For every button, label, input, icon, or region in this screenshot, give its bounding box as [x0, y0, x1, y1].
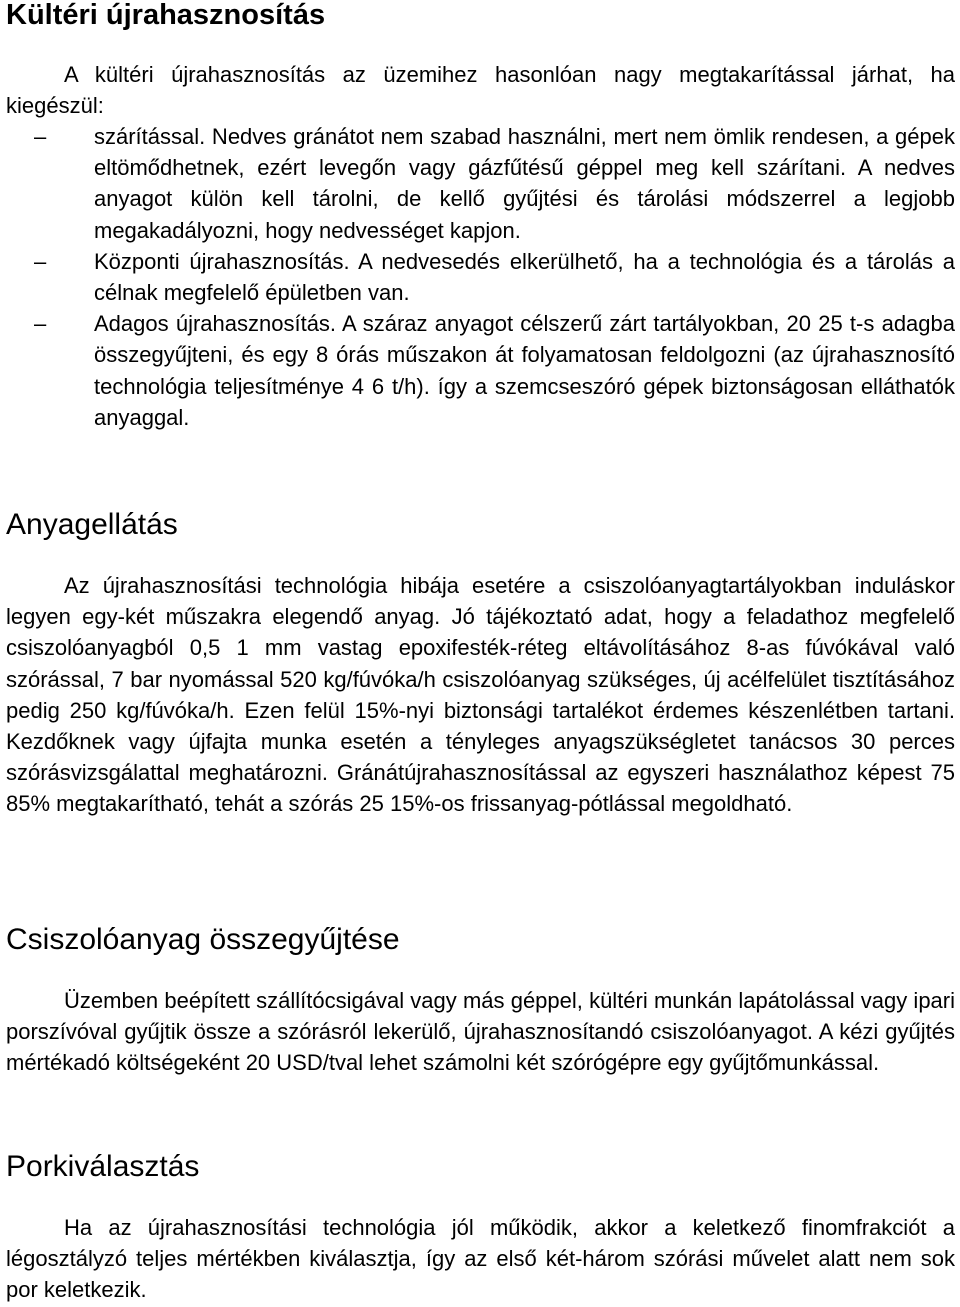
section-heading-anyagellatas: Anyagellátás [6, 508, 178, 541]
list-dash-marker: – [34, 124, 47, 149]
list-item-text: Adagos újrahasznosítás. A száraz anyagot célszerű zárt tartályokban, 20 25 t-s adagba összegyűjteni, és egy 8 órás műszakon át folyamatosan feldolgozni (az újrahasznosító technológia teljesítménye 4 6 t/h). így a szemcseszóró gépek biztonságosan elláthatók anyaggal. [94, 311, 955, 430]
list-item-text: Központi újrahasznosítás. A nedvesedés elkerülhető, ha a technológia és a tárolás a célnak megfelelő épületben van. [94, 248, 955, 306]
list-item-szaritas [6, 121, 955, 246]
section-heading-csiszoloanyag: Csiszolóanyag összegyűjtése [6, 923, 400, 956]
section-body-csiszoloanyag: Üzemben beépített szállítócsigával vagy más géppel, kültéri munkán lapátolással vagy ipari porszívóval gyűjtik össze a szórásról lekerülő, újrahasznosítandó csiszolóanyagot. A kézi gyűjtés mértékadó költségeként 20 USD/tval lehet számolni két szórógépre egy gyűjtőmunkással. [6, 988, 955, 1076]
list-dash-marker: – [34, 248, 47, 274]
list-dash-marker: – [34, 311, 47, 337]
recycling-options-list [6, 121, 955, 433]
list-item-text: szárítással. Nedves gránátot nem szabad használni, mert nem ömlik rendesen, a gépek eltömődhetnek, ezért levegőn vagy gázfűtésű géppel meg kell szárítani. A nedves anyagot külön kell tárolni, de kellő gyűjtési és tárolási módszerrel a legjobb megakadályozni, hogy nedvességet kapjon. [94, 124, 955, 243]
section-body-anyagellatas: Az újrahasznosítási technológia hibája esetére a csiszolóanyagtartályokban induláskor legyen egy-két műszakra elegendő anyag. Jó tájékoztató adat, hogy a feladathoz megfelelő csiszolóanyagból 0,5 1 mm vastag epoxifesték-réteg eltávolításához 8-as fúvókával való szórással, 7 bar nyomással 520 kg/fúvóka/h csiszolóanyag szükséges, új acélfelület tisztításához pedig 250 kg/fúvóka/h. Ezen felül 15%-nyi biztonsági tartalékot érdemes készenlétben tartani. Kezdőknek vagy újfajta munka esetén a tényleges anyagszükségletet tanácsos 30 perces szórásvizsgálattal meghatározni. Gránátújrahasznosítással az egyszeri használathoz képest 75 85% megtakarítható, tehát a szórás 25 15%-os frissanyag-pótlással megoldható. [6, 573, 955, 817]
list-item-kozponti [6, 246, 955, 308]
section-body-porkivalasztas: Ha az újrahasznosítási technológia jól működik, akkor a keletkező finomfrakciót a légosztályzó teljes mértékben kiválasztja, így az első két-három szórási művelet alatt nem sok por keletkezik. [6, 1215, 955, 1303]
section-intro-kulteri: A kültéri újrahasznosítás az üzemihez hasonlóan nagy megtakarítással járhat, ha kiegészül: [6, 62, 955, 119]
list-item-adagos [6, 308, 955, 433]
section-heading-porkivalasztas: Porkiválasztás [6, 1150, 200, 1183]
section-heading-kulteri: Kültéri újrahasznosítás [6, 0, 326, 31]
